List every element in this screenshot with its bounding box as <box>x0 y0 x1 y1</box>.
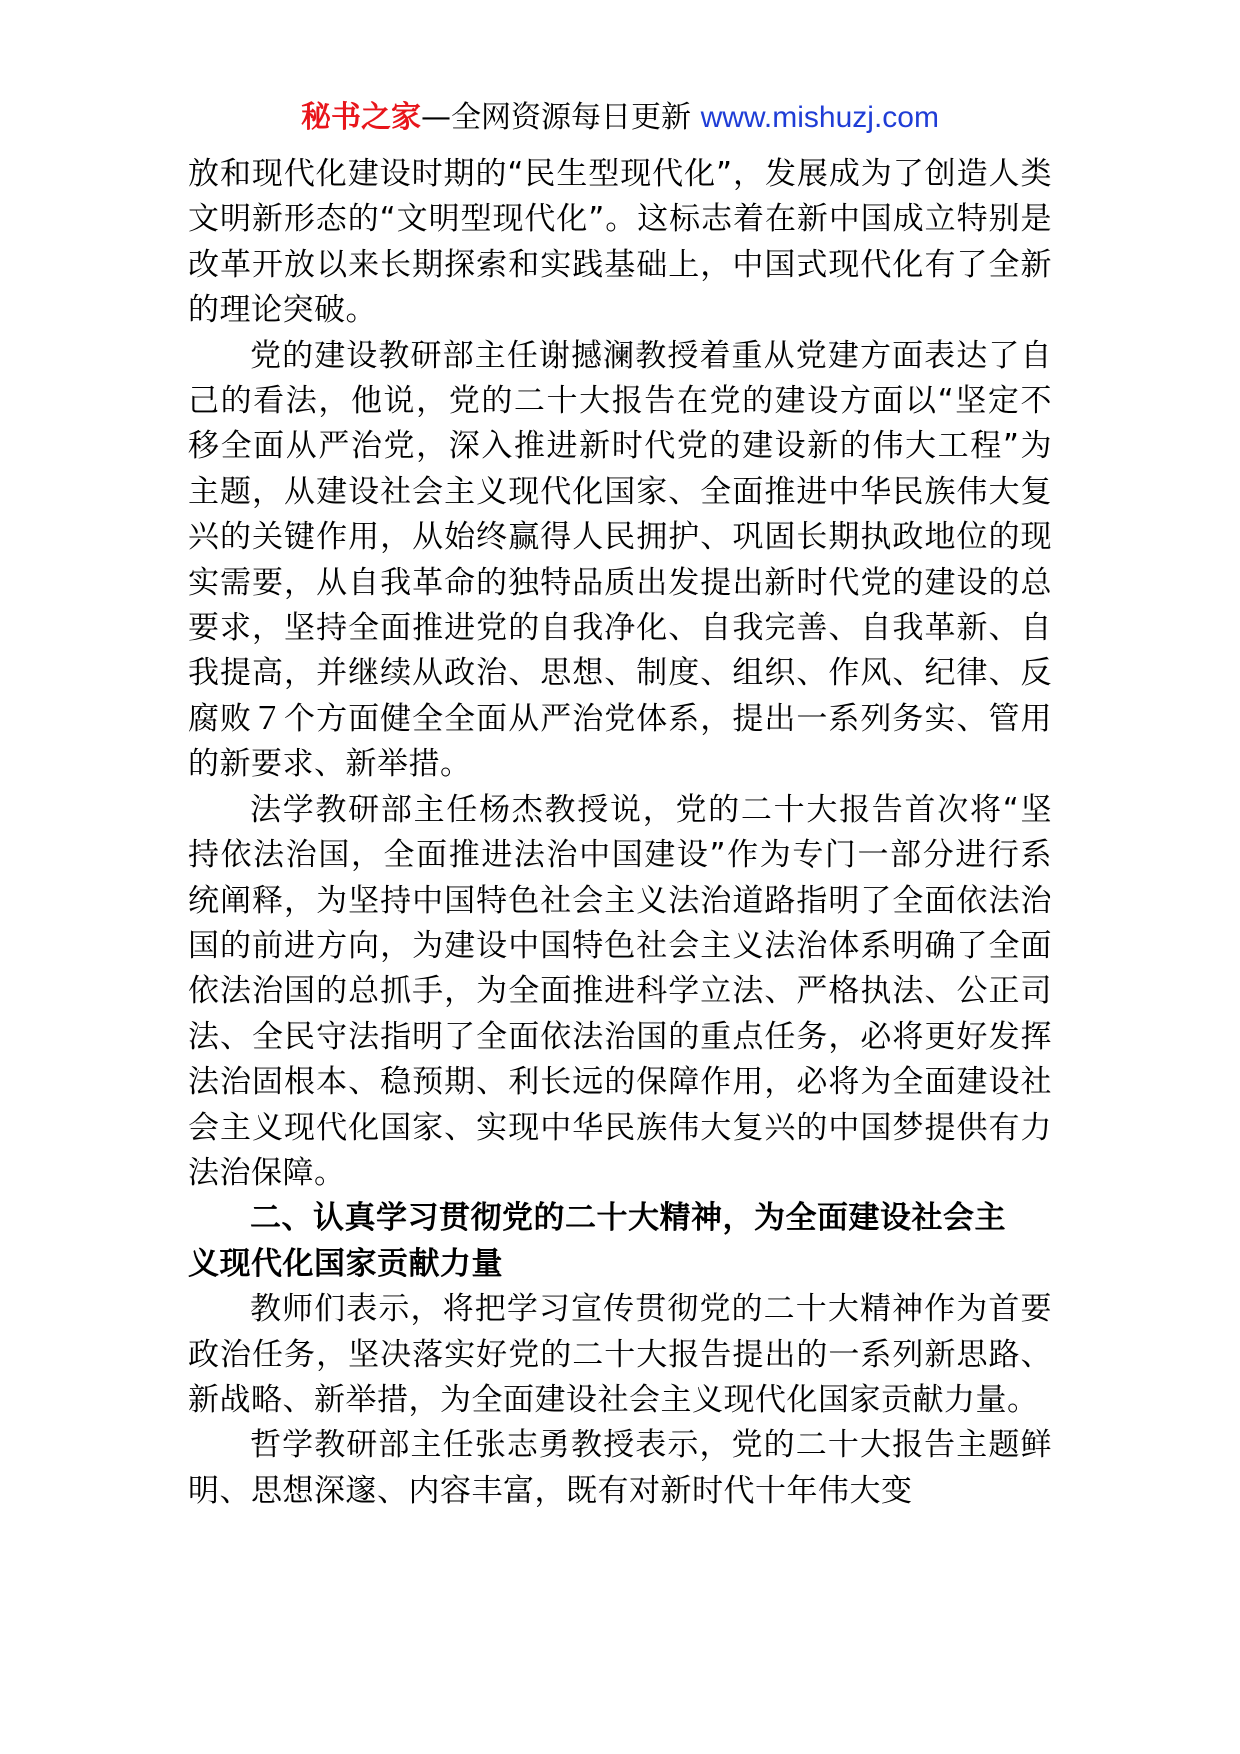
paragraph-law: 法学教研部主任杨杰教授说，党的二十大报告首次将“坚持依法治国，全面推进法治中国建设”作为专门一部分进行系统阐释，为坚持中国特色社会主义法治道路指明了全面依法治国的前进方向，为建设中国特色社会主义法治体系明确了全面依法治国的总抓手，为全面推进科学立法、严格执法、公正司法、全民守法指明了全面依法治国的重点任务，必将更好发挥法治固根本、稳预期、利长远的保障作用，必将为全面建设社会主义现代化国家、实现中华民族伟大复兴的中国梦提供有力法治保障。 <box>188 791 1052 1191</box>
paragraph-philosophy: 哲学教研部主任张志勇教授表示，党的二十大报告主题鲜明、思想深邃、内容丰富，既有对新时代十年伟大变 <box>188 1427 1052 1509</box>
document-body <box>188 152 1052 1514</box>
site-tagline: —全网资源每日更新 <box>421 100 701 135</box>
paragraph-party-building: 党的建设教研部主任谢撼澜教授着重从党建方面表达了自己的看法，他说，党的二十大报告在党的建设方面以“坚定不移全面从严治党，深入推进新时代党的建设新的伟大工程”为主题，从建设社会主义现代化国家、全面推进中华民族伟大复兴的关键作用，从始终赢得人民拥护、巩固长期执政地位的现实需要，从自我革命的独特品质出发提出新时代党的建设的总要求，坚持全面推进党的自我净化、自我完善、自我革新、自我提高，并继续从政治、思想、制度、组织、作风、纪律、反腐败７个方面健全全面从严治党体系，提出一系列务实、管用的新要求、新举措。 <box>188 337 1052 783</box>
site-brand: 秘书之家 <box>301 100 422 135</box>
paragraph-teachers: 教师们表示，将把学习宣传贯彻党的二十大精神作为首要政治任务，坚决落实好党的二十大报告提出的一系列新思路、新战略、新举措，为全面建设社会主义现代化国家贡献力量。 <box>188 1291 1052 1418</box>
site-header <box>0 96 1240 140</box>
site-url-link[interactable]: www.mishuzj.com <box>700 101 939 134</box>
section-heading-2: 二、认真学习贯彻党的二十大精神，为全面建设社会主义现代化国家贡献力量 <box>188 1200 1006 1282</box>
paragraph-continued: 放和现代化建设时期的“民生型现代化”，发展成为了创造人类文明新形态的“文明型现代化”。这标志着在新中国成立特别是改革开放以来长期探索和实践基础上，中国式现代化有了全新的理论突破。 <box>188 156 1052 329</box>
